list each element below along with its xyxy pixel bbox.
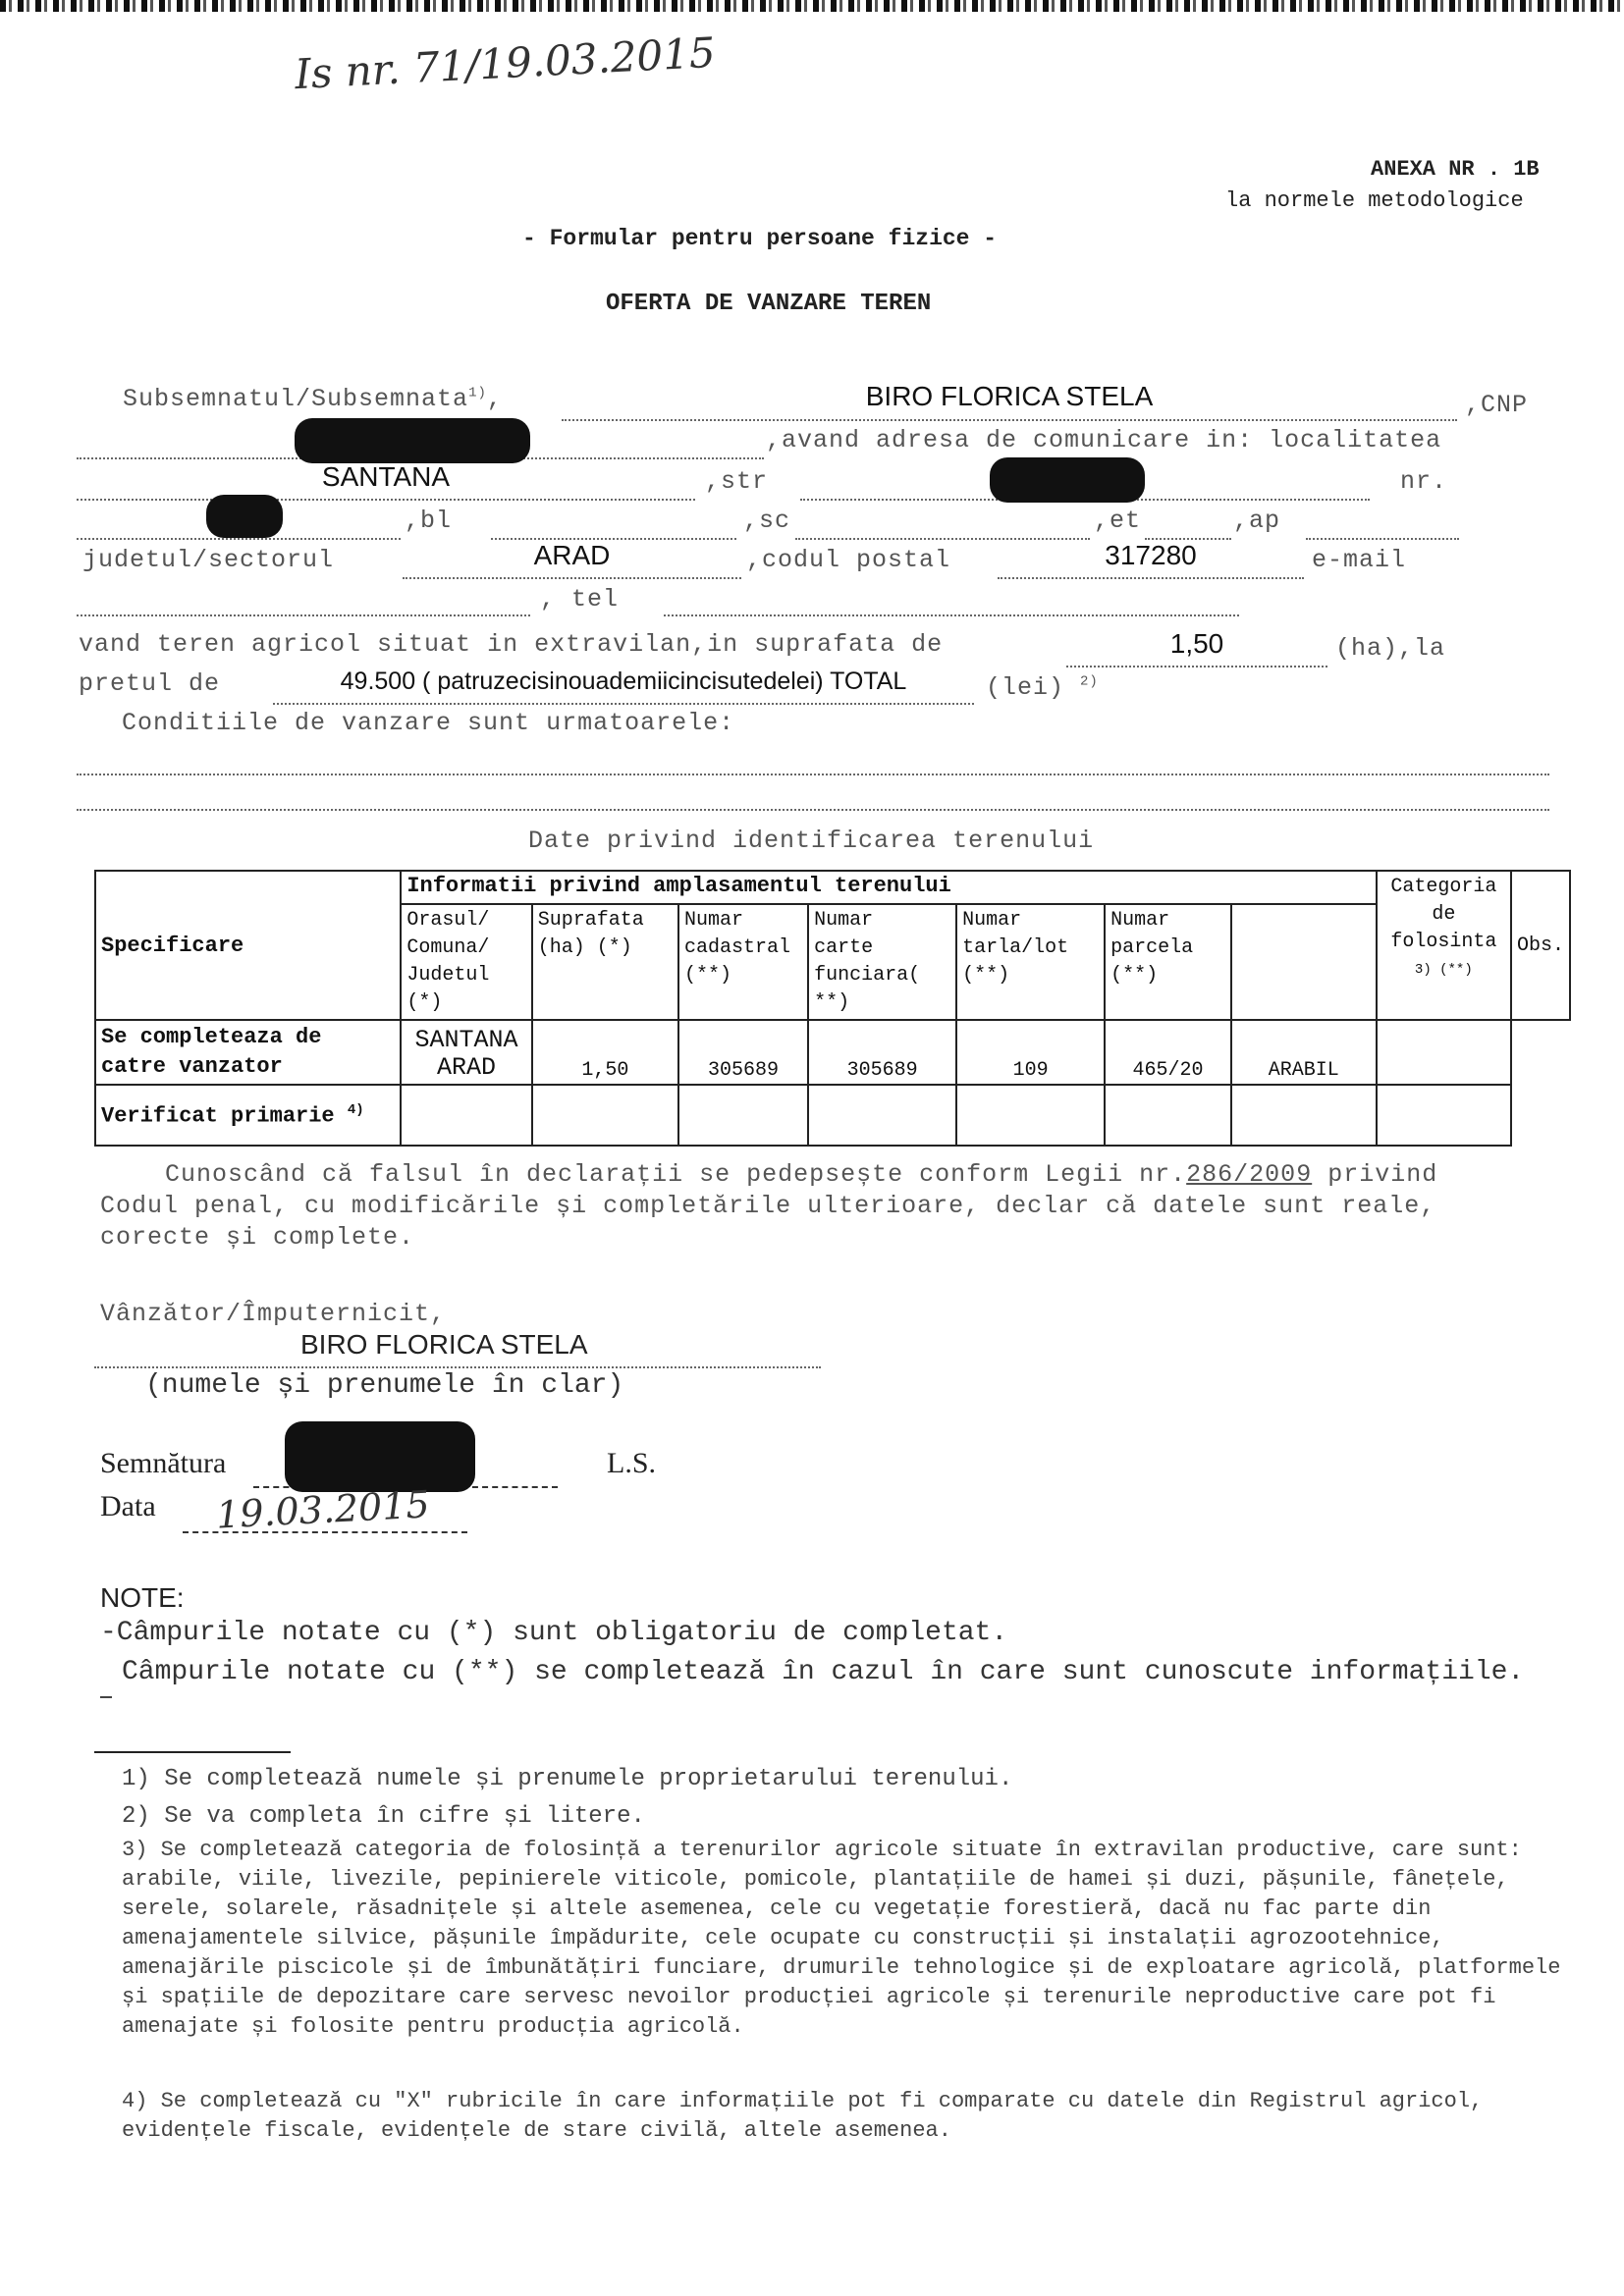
row-primarie-cell (808, 1085, 956, 1146)
label-lei: (lei) $^{2)}$ (986, 673, 1099, 702)
redaction-cnp (295, 418, 530, 463)
handwritten-registration: Is nr. 71/19.03.2015 (294, 27, 717, 99)
seller-name: BIRO FLORICA STELA (865, 381, 1154, 411)
county-dotline (403, 577, 741, 579)
price-dotline (273, 703, 974, 705)
locality-dotline (77, 499, 695, 501)
label-conditii: Conditiile de vanzare sunt urmatoarele: (122, 709, 735, 737)
row-seller-area: 1,50 (532, 1020, 678, 1085)
label-ap: ,ap (1233, 507, 1281, 535)
locality-value: SANTANA (321, 461, 451, 492)
row-seller-categoria: ARABIL (1231, 1020, 1377, 1085)
email-dotline (77, 614, 530, 616)
name-dotline (562, 419, 1457, 421)
area-dotline (1066, 666, 1327, 667)
signatory-dotline (94, 1366, 821, 1368)
redaction-street (990, 457, 1145, 503)
row-primarie-cell (532, 1085, 678, 1146)
header-informatii: Informatii privind amplasamentul terenului (401, 871, 1376, 904)
table-caption: Date privind identificarea terenului (528, 827, 1095, 855)
sub-cadastral: Numar cadastral (**) (678, 904, 808, 1020)
row-seller-carte: 305689 (808, 1020, 956, 1085)
row-seller-cadastral: 305689 (678, 1020, 808, 1085)
row-primarie-cell (678, 1085, 808, 1146)
price-value: 49.500 ( patruzecisinouademiicincisutedelei) TOTAL (340, 667, 907, 695)
row-seller-city: SANTANA ARAD (401, 1020, 531, 1085)
label-cnp: ,CNP (1465, 391, 1529, 419)
postal-code-value: 317280 (1105, 540, 1197, 570)
signatory-name: BIRO FLORICA STELA (300, 1329, 588, 1360)
note-2: Câmpurile notate cu (**) se completează în cazul în care sunt cunoscute informațiile. (122, 1657, 1525, 1687)
declaration-line-1: Cunoscând că falsul în declarații se pedepsește conform Legii nr.286/2009 privind (165, 1160, 1438, 1189)
ap-dotline (1306, 538, 1459, 540)
label-adresa: ,avand adresa de comunicare in: localitatea (766, 426, 1442, 454)
sub-carte: Numar carte funciara( **) (808, 904, 956, 1020)
row-primarie-cell (1105, 1085, 1231, 1146)
row-primarie-label: Verificat primarie $^{4)}$ (95, 1085, 401, 1146)
label-tel: , tel (540, 585, 620, 614)
label-ls: L.S. (607, 1447, 657, 1479)
page-title: OFERTA DE VANZARE TEREN (606, 291, 932, 317)
postal-dotline (998, 577, 1304, 579)
conditions-dotline-1 (77, 774, 1549, 775)
label-nume-clar: (numele și prenumele în clar) (145, 1370, 624, 1401)
declaration-line-2: Codul penal, cu modificările și completările ulterioare, declar că datele sunt reale, (100, 1192, 1436, 1220)
sub-suprafata: Suprafata (ha) (*) (532, 904, 678, 1020)
label-data: Data (100, 1490, 156, 1522)
footnote-2: 2) Se va completa în cifre și litere. (122, 1803, 645, 1830)
row-primarie-cell (956, 1085, 1105, 1146)
label-et: ,et (1094, 507, 1142, 535)
label-email: e-mail (1312, 546, 1407, 574)
annex-norms: la normele metodologice (1225, 188, 1524, 213)
label-vanzator: Vânzător/Împuternicit, (100, 1300, 447, 1328)
area-value: 1,50 (1169, 628, 1224, 659)
label-pretul: pretul de (79, 669, 221, 698)
sub-parcela: Numar parcela (**) (1105, 904, 1231, 1020)
footnote-separator (94, 1751, 291, 1753)
footnote-3: 3) Se completează categoria de folosință a terenurilor agricole situate în extravilan productive, care sunt: arabile, viile, livezile, pepinierele viticole, pomicole, plantațiile de hamei și duzi, pășunile, fânețele, serele, solarele, răsadnițele și altele asemenea, cele cu vegetație forestieră, dacă nu fac parte din amenajamentele silvice, pășunile împădurite, cele ocupate cu construcții și instalații agrozootehnice, amenajările piscicole și de îmbunătățiri funciare, drumurile tehnologice și de exploatare agricolă, platformele și spațiile de depozitare care servesc nevoilor producției agricole și terenurile neproductive care pot fi amenajate și folosite pentru producția agricolă. (122, 1838, 1561, 2039)
row-seller-label: Se completeaza de catre vanzator (95, 1020, 401, 1085)
footnote-4: 4) Se completează cu "X" rubricile în care informațiile pot fi comparate cu datele din Registrul agricol, evidențele fiscale, evidențele de stare civilă, altele asemenea. (122, 2089, 1484, 2143)
label-subsemnatul: Subsemnatul/Subsemnata$^{1)}$, (123, 385, 503, 413)
label-codul-postal: ,codul postal (746, 546, 951, 574)
row-primarie-cell (401, 1085, 531, 1146)
label-sc: ,sc (743, 507, 791, 535)
form-type: - Formular pentru persoane fizice - (522, 226, 998, 251)
row-seller-parcela: 465/20 (1105, 1020, 1231, 1085)
row-primarie-cell (1231, 1085, 1377, 1146)
redaction-signature (285, 1421, 475, 1492)
scan-edge-band (0, 0, 1624, 12)
county-value: ARAD (533, 540, 611, 570)
header-specificare: Specificare (95, 871, 401, 1020)
sub-orasul: Orasul/ Comuna/ Judetul (*) (401, 904, 531, 1020)
label-ha: (ha),la (1335, 634, 1446, 663)
row-primarie-cell (1377, 1085, 1511, 1146)
header-categoria: Categoria de folosinta 3) (**) (1377, 871, 1511, 1020)
note-dash (100, 1696, 112, 1698)
footnote-1: 1) Se completează numele și prenumele proprietarului terenului. (122, 1766, 1013, 1792)
label-nr: nr. (1400, 467, 1448, 496)
label-bl: ,bl (405, 507, 453, 535)
label-judet: judetul/sectorul (82, 546, 335, 574)
label-str: ,str (705, 467, 769, 496)
notes-title: NOTE: (100, 1582, 185, 1613)
note-1: -Câmpurile notate cu (*) sunt obligatoriu de completat. (100, 1618, 1008, 1648)
row-seller-obs (1377, 1020, 1511, 1085)
sub-tarla: Numar tarla/lot (**) (956, 904, 1105, 1020)
land-identification-table (94, 870, 1571, 1147)
tel-dotline (664, 614, 1239, 616)
annex-number: ANEXA NR . 1B (1371, 157, 1540, 182)
number-dotline (77, 538, 401, 540)
handwritten-date: 19.03.2015 (214, 1482, 431, 1537)
conditions-dotline-2 (77, 809, 1549, 811)
label-semnatura: Semnătura (100, 1447, 227, 1479)
declaration-line-3: corecte și complete. (100, 1223, 415, 1252)
label-vand-teren: vand teren agricol situat in extravilan,in suprafata de (79, 630, 944, 659)
redaction-number (206, 495, 283, 538)
header-obs: Obs. (1511, 871, 1570, 1020)
row-seller-tarla: 109 (956, 1020, 1105, 1085)
